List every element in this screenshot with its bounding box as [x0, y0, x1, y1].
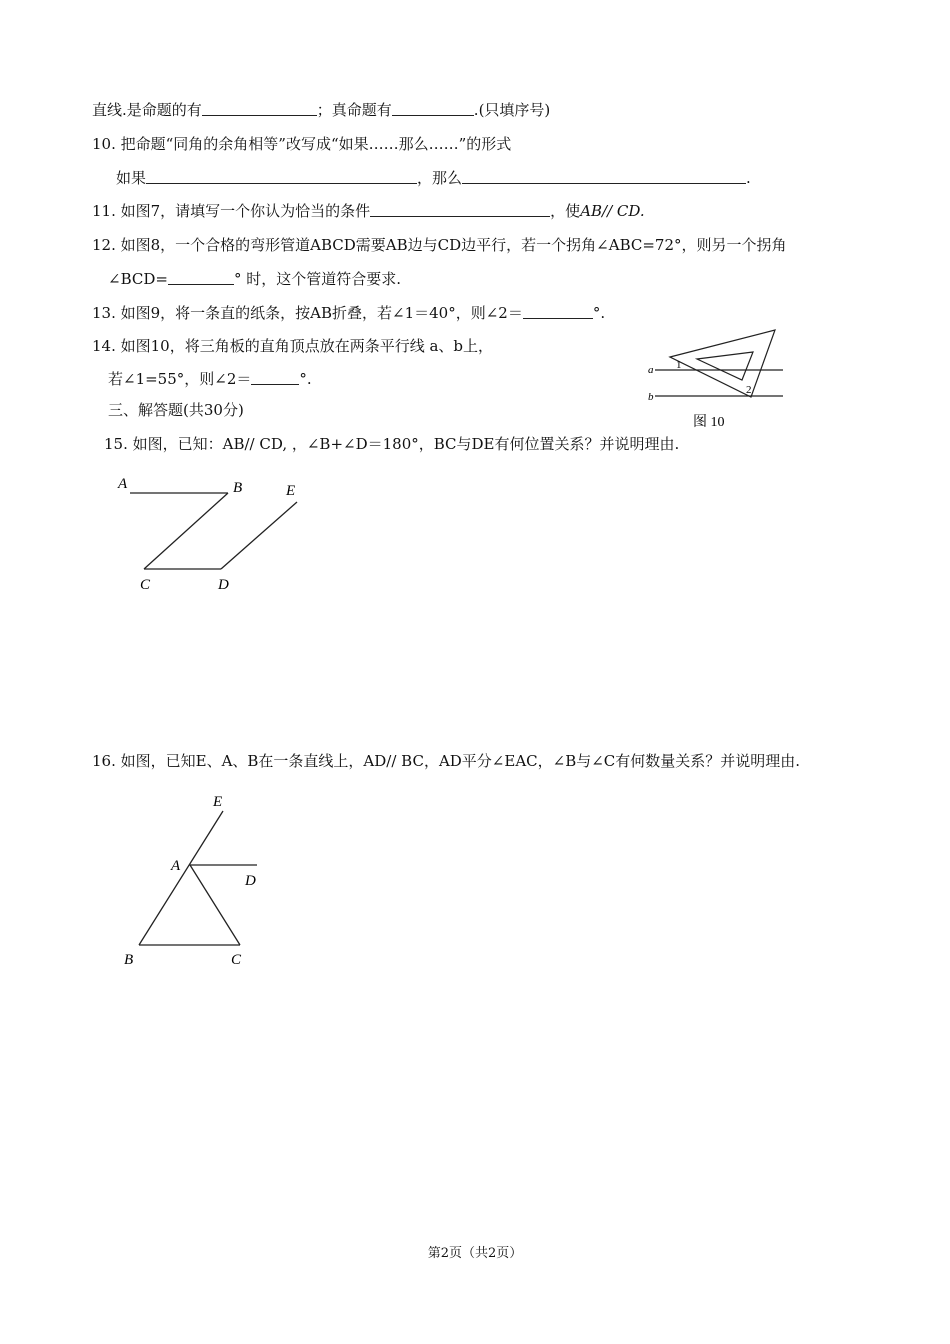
fig10-label-2: 2	[746, 384, 752, 396]
q9-blank-propositions[interactable]	[202, 100, 317, 116]
q10-blank-if[interactable]	[146, 168, 417, 184]
q12-blank-angle[interactable]	[168, 269, 234, 285]
q14-line1: 14. 如图10，将三角板的直角顶点放在两条平行线 a、b上，	[92, 337, 494, 355]
line-ebA	[139, 811, 223, 945]
fig10-caption: 图 10	[693, 415, 725, 430]
q15-text: 15. 如图，已知：AB// CD, ，∠B+∠D＝180°，BC与DE有何位置关系？并说明理由.	[104, 435, 680, 453]
figure-10	[645, 325, 785, 435]
fig16-label-b: B	[124, 952, 134, 968]
q13-text: 13. 如图9，将一条直的纸条，按AB折叠，若∠1＝40°，则∠2＝ °.	[92, 304, 606, 322]
triangle-outer	[670, 330, 775, 397]
fig15-label-b: B	[233, 480, 243, 496]
fig15-label-e: E	[286, 483, 296, 499]
fig10-label-b: b	[648, 391, 654, 403]
segment-ac	[190, 865, 240, 945]
fig16-label-e: E	[213, 794, 223, 810]
q9-tail: 直线.是命题的有 ；真命题有 .(只填序号)	[92, 101, 551, 119]
fig16-label-c: C	[231, 952, 242, 968]
figure-15	[110, 472, 310, 597]
fig16-label-a: A	[171, 858, 181, 874]
q11-text: 11. 如图7，请填写一个你认为恰当的条件 ，使AB// CD.	[92, 202, 645, 220]
q12-line2: ∠BCD= ° 时，这个管道符合要求.	[108, 270, 401, 288]
q11-blank-condition[interactable]	[370, 201, 550, 217]
triangle-inner	[697, 352, 753, 380]
q14-line2: 若∠1=55°，则∠2＝ °.	[108, 370, 312, 388]
fig10-label-1: 1	[676, 359, 682, 371]
q10-blank-then[interactable]	[462, 168, 746, 184]
fig15-label-c: C	[140, 577, 151, 593]
q12-line1: 12. 如图8，一个合格的弯形管道ABCD需要AB边与CD边平行，若一个拐角∠ABC=72°，则另一个拐角	[92, 236, 787, 254]
fig16-label-d: D	[245, 873, 256, 889]
page-footer: 第2页（共2页）	[427, 1246, 523, 1261]
figure-16	[115, 790, 275, 980]
segment-bc	[144, 493, 228, 569]
fig15-label-d: D	[218, 577, 229, 593]
q16-text: 16. 如图，已知E、A、B在一条直线上，AD// BC，AD平分∠EAC，∠B与∠C有何数量关系？并说明理由.	[92, 752, 801, 770]
q10-answer-line: 如果 ，那么 .	[116, 169, 751, 187]
segment-de	[221, 502, 297, 569]
q9-blank-true-propositions[interactable]	[392, 100, 474, 116]
q14-blank-angle2[interactable]	[251, 369, 299, 385]
fig15-label-a: A	[118, 476, 128, 492]
section-3-heading: 三、解答题(共30分)	[108, 401, 244, 419]
q10-text: 10. 把命题“同角的余角相等”改写成“如果……那么……”的形式	[92, 135, 512, 153]
fig10-label-a: a	[648, 364, 654, 376]
q13-blank-angle2[interactable]	[523, 303, 593, 319]
